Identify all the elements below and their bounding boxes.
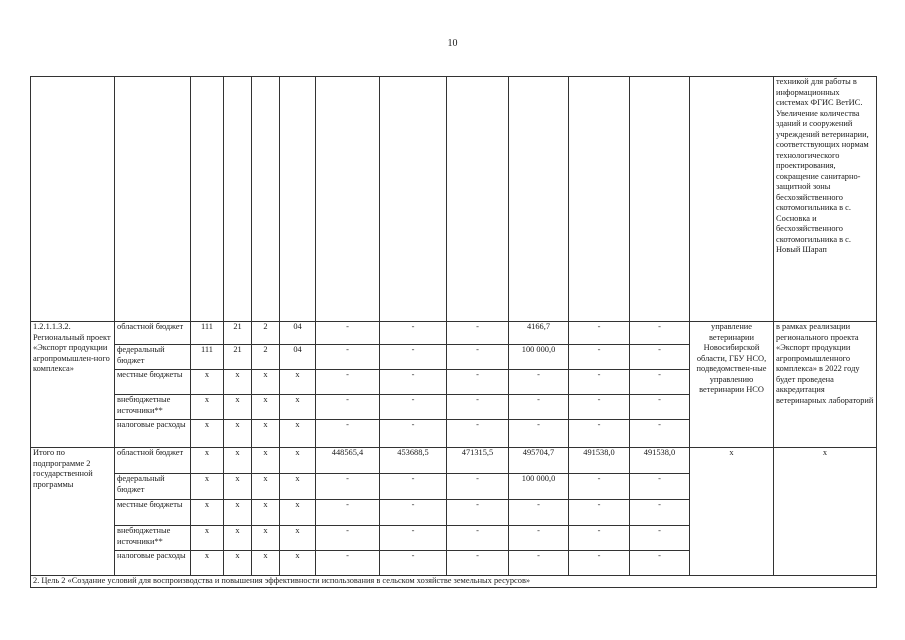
value-cell: - xyxy=(447,500,509,526)
value-cell: - xyxy=(380,551,447,576)
value-cell: - xyxy=(380,474,447,500)
value-cell: - xyxy=(630,420,690,448)
value-cell: - xyxy=(630,500,690,526)
value-cell: - xyxy=(569,551,630,576)
code-cell: 04 xyxy=(280,345,316,370)
value-cell: - xyxy=(569,322,630,345)
code-cell: x xyxy=(191,526,224,551)
executor: x xyxy=(690,448,774,576)
value-cell: - xyxy=(380,420,447,448)
funding-source: налоговые расходы xyxy=(115,551,191,576)
funding-source: внебюджетные источники** xyxy=(115,395,191,420)
code-cell: x xyxy=(252,370,280,395)
code-cell: x xyxy=(252,526,280,551)
funding-source: областной бюджет xyxy=(115,448,191,474)
value-cell: - xyxy=(509,370,569,395)
value-cell: - xyxy=(316,370,380,395)
funding-source: федеральный бюджет xyxy=(115,474,191,500)
value-cell: - xyxy=(630,370,690,395)
funding-source: внебюджетные источники** xyxy=(115,526,191,551)
code-cell: x xyxy=(280,395,316,420)
value-cell: 453688,5 xyxy=(380,448,447,474)
value-cell: - xyxy=(569,526,630,551)
value-cell: - xyxy=(380,370,447,395)
funding-source: областной бюджет xyxy=(115,322,191,345)
code-cell: 21 xyxy=(224,322,252,345)
code-cell: x xyxy=(252,420,280,448)
funding-source: местные бюджеты xyxy=(115,370,191,395)
value-cell: 491538,0 xyxy=(630,448,690,474)
value-cell: - xyxy=(569,345,630,370)
code-cell: x xyxy=(224,526,252,551)
value-cell: - xyxy=(316,474,380,500)
code-cell: x xyxy=(280,448,316,474)
value-cell: - xyxy=(316,395,380,420)
value-cell: - xyxy=(569,370,630,395)
code-cell: x xyxy=(280,370,316,395)
value-cell: - xyxy=(380,322,447,345)
code-cell: x xyxy=(224,551,252,576)
value-cell: 100 000,0 xyxy=(509,345,569,370)
value-cell: - xyxy=(316,420,380,448)
code-cell: 2 xyxy=(252,345,280,370)
value-cell: - xyxy=(447,345,509,370)
code-cell: x xyxy=(191,420,224,448)
value-cell: - xyxy=(630,345,690,370)
value-cell: - xyxy=(569,474,630,500)
value-cell: 4166,7 xyxy=(509,322,569,345)
subprogram-total-title: Итого по подпрограмме 2 государственной программы xyxy=(31,448,115,576)
page-number: 10 xyxy=(447,38,458,49)
expected-result: в рамках реализации регионального проекта «Экспорт продукции агропромышленного комплекса» в 2022 году будет проведена аккредитация ветеринарных лабораторий xyxy=(774,322,877,448)
code-cell: x xyxy=(191,448,224,474)
code-cell: x xyxy=(191,500,224,526)
value-cell: - xyxy=(447,370,509,395)
code-cell: x xyxy=(224,395,252,420)
value-cell: - xyxy=(447,551,509,576)
value-cell: - xyxy=(509,420,569,448)
value-cell: - xyxy=(380,526,447,551)
table-row xyxy=(31,576,877,588)
code-cell: x xyxy=(191,474,224,500)
funding-source: местные бюджеты xyxy=(115,500,191,526)
value-cell: - xyxy=(509,551,569,576)
value-cell: - xyxy=(447,526,509,551)
value-cell: - xyxy=(316,551,380,576)
code-cell: x xyxy=(224,448,252,474)
value-cell: - xyxy=(630,551,690,576)
code-cell: x xyxy=(252,551,280,576)
value-cell: 100 000,0 xyxy=(509,474,569,500)
expected-result-continuation: техникой для работы в информационных системах ФГИС ВетИС. Увеличение количества зданий и сооружений учреждений ветеринарии, соответствующих нормам технологического проектирования, сокращение санитарно-защитной зоны бесхозяйственного скотомогильника в с. Сосновка и бесхозяйственного скотомогильника в с. Новый Шарап xyxy=(774,77,877,322)
value-cell: 471315,5 xyxy=(447,448,509,474)
value-cell: - xyxy=(509,500,569,526)
code-cell: x xyxy=(280,500,316,526)
value-cell: - xyxy=(447,474,509,500)
code-cell: x xyxy=(191,395,224,420)
value-cell: - xyxy=(316,500,380,526)
value-cell: - xyxy=(630,474,690,500)
expected-result: x xyxy=(774,448,877,576)
code-cell: x xyxy=(252,395,280,420)
value-cell: - xyxy=(569,500,630,526)
value-cell: - xyxy=(509,526,569,551)
code-cell: x xyxy=(224,474,252,500)
value-cell: - xyxy=(630,322,690,345)
value-cell: - xyxy=(630,526,690,551)
code-cell: 111 xyxy=(191,322,224,345)
value-cell: - xyxy=(447,322,509,345)
value-cell: - xyxy=(316,345,380,370)
code-cell: x xyxy=(252,448,280,474)
code-cell: 21 xyxy=(224,345,252,370)
code-cell: x xyxy=(252,474,280,500)
code-cell: x xyxy=(280,420,316,448)
funding-source: федеральный бюджет xyxy=(115,345,191,370)
value-cell: - xyxy=(380,395,447,420)
code-cell: x xyxy=(280,474,316,500)
code-cell: x xyxy=(252,500,280,526)
table-row xyxy=(31,448,877,474)
goal-row: 2. Цель 2 «Создание условий для воспроизводства и повышения эффективности использования в сельском хозяйстве земельных ресурсов» xyxy=(31,576,877,588)
value-cell: - xyxy=(569,420,630,448)
value-cell: - xyxy=(569,395,630,420)
value-cell: - xyxy=(380,500,447,526)
code-cell: x xyxy=(191,370,224,395)
code-cell: x xyxy=(280,551,316,576)
value-cell: 495704,7 xyxy=(509,448,569,474)
value-cell: - xyxy=(630,395,690,420)
table-row xyxy=(31,77,877,322)
code-cell: x xyxy=(224,370,252,395)
value-cell: 448565,4 xyxy=(316,448,380,474)
value-cell: - xyxy=(316,526,380,551)
value-cell: 491538,0 xyxy=(569,448,630,474)
code-cell: 111 xyxy=(191,345,224,370)
value-cell: - xyxy=(509,395,569,420)
program-table xyxy=(30,76,877,588)
code-cell: 2 xyxy=(252,322,280,345)
funding-source: налоговые расходы xyxy=(115,420,191,448)
table-row xyxy=(31,322,877,345)
code-cell: x xyxy=(224,420,252,448)
code-cell: x xyxy=(280,526,316,551)
measure-title: 1.2.1.1.3.2. Региональный проект «Экспорт продукции агропромышлен-ного комплекса» xyxy=(31,322,115,448)
code-cell: 04 xyxy=(280,322,316,345)
code-cell: x xyxy=(224,500,252,526)
value-cell: - xyxy=(447,395,509,420)
value-cell: - xyxy=(316,322,380,345)
code-cell: x xyxy=(191,551,224,576)
executor: управление ветеринарии Новосибирской области, ГБУ НСО, подведомствен-ные управлению ветеринарии НСО xyxy=(690,322,774,448)
value-cell: - xyxy=(380,345,447,370)
value-cell: - xyxy=(447,420,509,448)
